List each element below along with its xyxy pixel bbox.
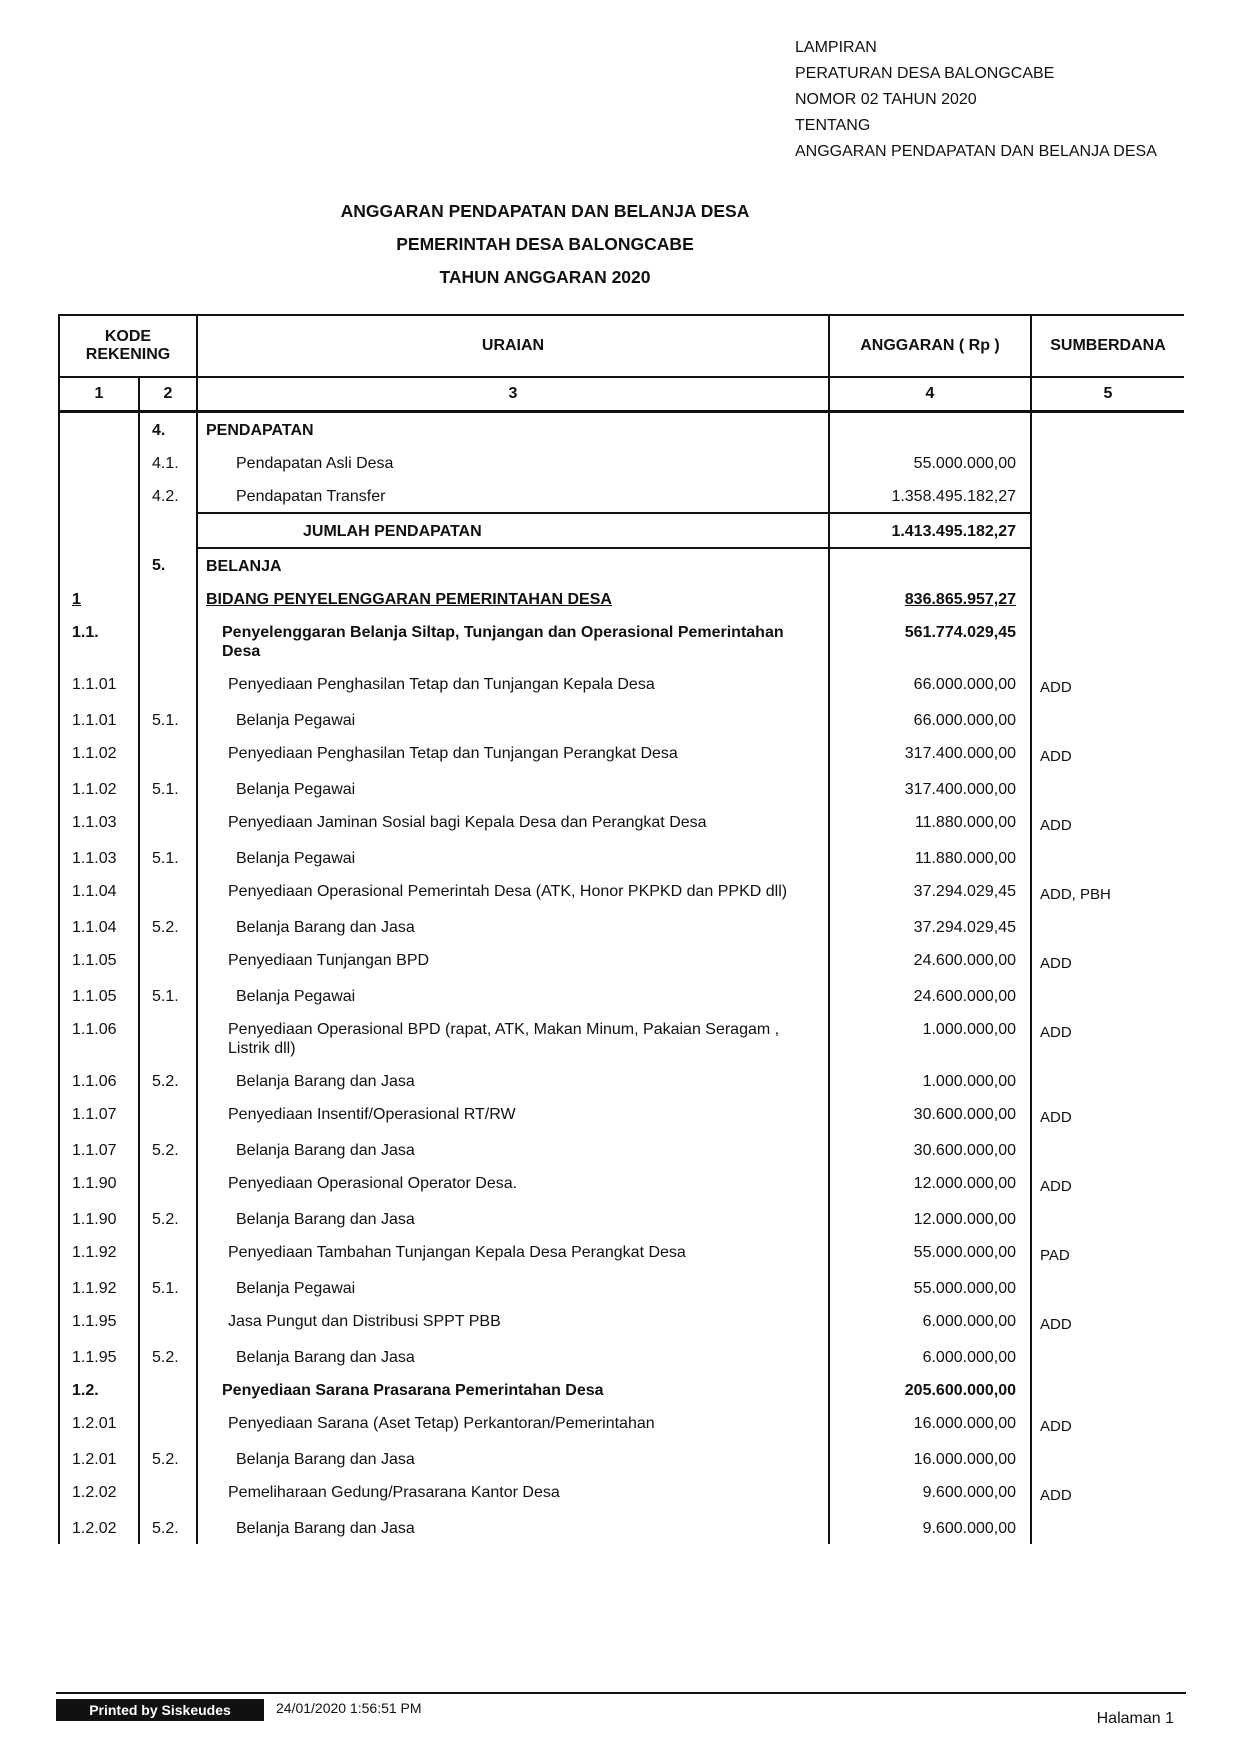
cell-c2: 5.	[139, 548, 197, 582]
table-row	[59, 1442, 1184, 1475]
cell-c5: ADD	[1031, 1097, 1184, 1133]
cell-c4: 205.600.000,00	[829, 1373, 1031, 1406]
colnum-2: 2	[139, 377, 197, 412]
cell-c5: PAD	[1031, 1235, 1184, 1271]
cell-c4: 836.865.957,27	[829, 582, 1031, 615]
cell-c3: Belanja Barang dan Jasa	[197, 1133, 829, 1166]
header-line: NOMOR 02 TAHUN 2020	[795, 91, 977, 108]
cell-c5: ADD	[1031, 736, 1184, 772]
cell-c1: 1.1.95	[59, 1304, 139, 1340]
cell-c5: ADD	[1031, 805, 1184, 841]
cell-c2: 5.2.	[139, 1202, 197, 1235]
table-row	[59, 874, 1184, 910]
table-row	[59, 1340, 1184, 1373]
colnum-4: 4	[829, 377, 1031, 412]
cell-c3: Pendapatan Transfer	[197, 479, 829, 513]
cell-c3: Belanja Barang dan Jasa	[197, 1442, 829, 1475]
cell-c2: 4.1.	[139, 446, 197, 479]
header-line: TENTANG	[795, 117, 871, 134]
cell-c1: 1.1.04	[59, 910, 139, 943]
cell-c5	[1031, 513, 1184, 548]
cell-c1: 1.1.01	[59, 703, 139, 736]
cell-c3: Belanja Barang dan Jasa	[197, 1511, 829, 1544]
header-kode-rekening: KODE REKENING	[59, 315, 197, 377]
cell-c2	[139, 1012, 197, 1064]
table-row	[59, 1012, 1184, 1064]
cell-c4: 1.413.495.182,27	[829, 513, 1031, 548]
cell-c1: 1.1.03	[59, 805, 139, 841]
cell-c4: 24.600.000,00	[829, 943, 1031, 979]
cell-c2: 5.1.	[139, 703, 197, 736]
table-row	[59, 412, 1184, 447]
colnum-1: 1	[59, 377, 139, 412]
cell-c1: 1.1.90	[59, 1166, 139, 1202]
cell-c5	[1031, 479, 1184, 513]
cell-c4: 30.600.000,00	[829, 1097, 1031, 1133]
cell-c5: ADD	[1031, 943, 1184, 979]
cell-c2: 5.1.	[139, 841, 197, 874]
cell-c2	[139, 874, 197, 910]
header-uraian: URAIAN	[197, 315, 829, 377]
printed-by-badge: Printed by Siskeudes	[56, 1699, 264, 1721]
table-row	[59, 582, 1184, 615]
cell-c3: Jasa Pungut dan Distribusi SPPT PBB	[197, 1304, 829, 1340]
cell-c1: 1.1.01	[59, 667, 139, 703]
page-number: Halaman 1	[1096, 1710, 1174, 1727]
cell-c3: Penyediaan Penghasilan Tetap dan Tunjangan Perangkat Desa	[197, 736, 829, 772]
cell-c1	[59, 479, 139, 513]
cell-c4: 11.880.000,00	[829, 805, 1031, 841]
cell-c3: Penyediaan Tunjangan BPD	[197, 943, 829, 979]
cell-c2: 5.1.	[139, 772, 197, 805]
table-row	[59, 1304, 1184, 1340]
header-line: ANGGARAN PENDAPATAN DAN BELANJA DESA	[795, 143, 1157, 160]
cell-c5: ADD	[1031, 1166, 1184, 1202]
cell-c5	[1031, 1271, 1184, 1304]
cell-c3: Belanja Barang dan Jasa	[197, 1202, 829, 1235]
cell-c4: 1.000.000,00	[829, 1064, 1031, 1097]
cell-c3: Belanja Pegawai	[197, 979, 829, 1012]
cell-c1: 1.1.90	[59, 1202, 139, 1235]
cell-c5	[1031, 1373, 1184, 1406]
cell-c1: 1.1.92	[59, 1271, 139, 1304]
cell-c4: 12.000.000,00	[829, 1166, 1031, 1202]
cell-c1: 1.1.06	[59, 1064, 139, 1097]
table-row	[59, 1097, 1184, 1133]
cell-c4: 30.600.000,00	[829, 1133, 1031, 1166]
cell-c4: 16.000.000,00	[829, 1406, 1031, 1442]
cell-c3: Belanja Barang dan Jasa	[197, 1064, 829, 1097]
cell-c3: PENDAPATAN	[197, 412, 829, 447]
cell-c4: 9.600.000,00	[829, 1475, 1031, 1511]
table-row	[59, 1406, 1184, 1442]
cell-c2: 5.2.	[139, 1442, 197, 1475]
cell-c1: 1.2.01	[59, 1442, 139, 1475]
table-row	[59, 703, 1184, 736]
table-row	[59, 805, 1184, 841]
cell-c4	[829, 548, 1031, 582]
table-row	[59, 1373, 1184, 1406]
cell-c5	[1031, 1064, 1184, 1097]
header-anggaran: ANGGARAN ( Rp )	[829, 315, 1031, 377]
cell-c5	[1031, 412, 1184, 447]
cell-c5	[1031, 1511, 1184, 1544]
cell-c5	[1031, 548, 1184, 582]
cell-c4: 24.600.000,00	[829, 979, 1031, 1012]
cell-c4: 55.000.000,00	[829, 446, 1031, 479]
lampiran-header	[795, 35, 1215, 165]
colnum-5: 5	[1031, 377, 1184, 412]
table-row	[59, 1235, 1184, 1271]
cell-c3: BIDANG PENYELENGGARAN PEMERINTAHAN DESA	[197, 582, 829, 615]
cell-c5	[1031, 1133, 1184, 1166]
cell-c1: 1.1.03	[59, 841, 139, 874]
colnum-3: 3	[197, 377, 829, 412]
cell-c4: 16.000.000,00	[829, 1442, 1031, 1475]
table-row	[59, 772, 1184, 805]
cell-c3: JUMLAH PENDAPATAN	[197, 513, 829, 548]
table-row	[59, 1064, 1184, 1097]
title-line-3: TAHUN ANGGARAN 2020	[439, 267, 651, 287]
table-row	[59, 943, 1184, 979]
cell-c3: Penyediaan Penghasilan Tetap dan Tunjangan Kepala Desa	[197, 667, 829, 703]
cell-c5	[1031, 772, 1184, 805]
cell-c1	[59, 412, 139, 447]
document-title	[0, 195, 1240, 294]
table-row	[59, 841, 1184, 874]
printed-date: 24/01/2020 1:56:51 PM	[276, 1700, 422, 1716]
cell-c3: Penyediaan Sarana Prasarana Pemerintahan Desa	[197, 1373, 829, 1406]
cell-c5	[1031, 910, 1184, 943]
table-row	[59, 1271, 1184, 1304]
cell-c4: 37.294.029,45	[829, 874, 1031, 910]
cell-c2	[139, 1406, 197, 1442]
cell-c5	[1031, 615, 1184, 667]
table-row	[59, 1133, 1184, 1166]
cell-c1	[59, 548, 139, 582]
cell-c1	[59, 446, 139, 479]
cell-c1: 1.1.07	[59, 1133, 139, 1166]
cell-c2: 5.1.	[139, 979, 197, 1012]
cell-c4: 55.000.000,00	[829, 1271, 1031, 1304]
cell-c1: 1.2.	[59, 1373, 139, 1406]
cell-c5	[1031, 1202, 1184, 1235]
cell-c5: ADD	[1031, 1406, 1184, 1442]
table-row	[59, 513, 1184, 548]
cell-c3: Penyediaan Operasional Pemerintah Desa (ATK, Honor PKPKD dan PPKD dll)	[197, 874, 829, 910]
cell-c2	[139, 1166, 197, 1202]
footer-divider	[56, 1692, 1186, 1694]
header-line: PERATURAN DESA BALONGCABE	[795, 65, 1055, 82]
cell-c3: Penyediaan Tambahan Tunjangan Kepala Desa Perangkat Desa	[197, 1235, 829, 1271]
cell-c2	[139, 1097, 197, 1133]
cell-c1: 1.1.02	[59, 736, 139, 772]
cell-c5: ADD	[1031, 1012, 1184, 1064]
cell-c5: ADD	[1031, 1475, 1184, 1511]
table-row	[59, 1511, 1184, 1544]
cell-c4: 55.000.000,00	[829, 1235, 1031, 1271]
cell-c4	[829, 412, 1031, 447]
table-row	[59, 479, 1184, 513]
cell-c5	[1031, 446, 1184, 479]
header-sumberdana: SUMBERDANA	[1031, 315, 1184, 377]
cell-c5: ADD, PBH	[1031, 874, 1184, 910]
cell-c4: 11.880.000,00	[829, 841, 1031, 874]
cell-c1: 1.1.92	[59, 1235, 139, 1271]
cell-c3: Penyediaan Operasional Operator Desa.	[197, 1166, 829, 1202]
cell-c1: 1.2.02	[59, 1511, 139, 1544]
cell-c5	[1031, 1442, 1184, 1475]
cell-c4: 66.000.000,00	[829, 667, 1031, 703]
cell-c4: 317.400.000,00	[829, 736, 1031, 772]
cell-c2: 5.1.	[139, 1271, 197, 1304]
cell-c3: Penyediaan Sarana (Aset Tetap) Perkantoran/Pemerintahan	[197, 1406, 829, 1442]
cell-c3: Penyelenggaran Belanja Siltap, Tunjangan dan Operasional Pemerintahan Desa	[197, 615, 829, 667]
cell-c4: 66.000.000,00	[829, 703, 1031, 736]
cell-c5	[1031, 979, 1184, 1012]
cell-c2: 5.2.	[139, 910, 197, 943]
cell-c5	[1031, 1340, 1184, 1373]
table-row	[59, 615, 1184, 667]
cell-c1: 1.2.02	[59, 1475, 139, 1511]
cell-c2: 5.2.	[139, 1511, 197, 1544]
table-row	[59, 667, 1184, 703]
budget-table-wrap	[58, 314, 1184, 1676]
cell-c2	[139, 615, 197, 667]
cell-c3: Belanja Barang dan Jasa	[197, 1340, 829, 1373]
cell-c4: 9.600.000,00	[829, 1511, 1031, 1544]
cell-c4: 317.400.000,00	[829, 772, 1031, 805]
table-body	[59, 412, 1184, 1545]
header-line: LAMPIRAN	[795, 39, 877, 56]
cell-c4: 37.294.029,45	[829, 910, 1031, 943]
title-line-2: PEMERINTAH DESA BALONGCABE	[396, 234, 694, 254]
cell-c4: 561.774.029,45	[829, 615, 1031, 667]
cell-c1: 1.1.04	[59, 874, 139, 910]
cell-c3: Belanja Pegawai	[197, 703, 829, 736]
table-row	[59, 446, 1184, 479]
cell-c1: 1.1.95	[59, 1340, 139, 1373]
cell-c1: 1.1.	[59, 615, 139, 667]
cell-c3: BELANJA	[197, 548, 829, 582]
cell-c1: 1.1.02	[59, 772, 139, 805]
table-row	[59, 548, 1184, 582]
cell-c3: Belanja Barang dan Jasa	[197, 910, 829, 943]
table-row	[59, 1202, 1184, 1235]
cell-c2	[139, 1304, 197, 1340]
cell-c5: ADD	[1031, 1304, 1184, 1340]
cell-c4: 12.000.000,00	[829, 1202, 1031, 1235]
cell-c1: 1.2.01	[59, 1406, 139, 1442]
cell-c2: 4.	[139, 412, 197, 447]
cell-c2	[139, 582, 197, 615]
cell-c1: 1.1.07	[59, 1097, 139, 1133]
cell-c4: 1.358.495.182,27	[829, 479, 1031, 513]
cell-c2	[139, 736, 197, 772]
cell-c3: Penyediaan Insentif/Operasional RT/RW	[197, 1097, 829, 1133]
cell-c4: 6.000.000,00	[829, 1304, 1031, 1340]
table-row	[59, 736, 1184, 772]
cell-c2	[139, 805, 197, 841]
cell-c1: 1	[59, 582, 139, 615]
cell-c5	[1031, 703, 1184, 736]
cell-c2: 5.2.	[139, 1340, 197, 1373]
cell-c1: 1.1.05	[59, 943, 139, 979]
title-line-1: ANGGARAN PENDAPATAN DAN BELANJA DESA	[340, 201, 750, 221]
cell-c3: Belanja Pegawai	[197, 772, 829, 805]
cell-c5: ADD	[1031, 667, 1184, 703]
cell-c3: Belanja Pegawai	[197, 1271, 829, 1304]
cell-c2: 5.2.	[139, 1064, 197, 1097]
table-row	[59, 1475, 1184, 1511]
budget-table	[58, 314, 1184, 1544]
cell-c1: 1.1.06	[59, 1012, 139, 1064]
table-row	[59, 910, 1184, 943]
cell-c3: Penyediaan Operasional BPD (rapat, ATK, Makan Minum, Pakaian Seragam , Listrik dll)	[197, 1012, 829, 1064]
cell-c4: 1.000.000,00	[829, 1012, 1031, 1064]
cell-c3: Pendapatan Asli Desa	[197, 446, 829, 479]
cell-c2	[139, 1373, 197, 1406]
cell-c3: Belanja Pegawai	[197, 841, 829, 874]
cell-c5	[1031, 582, 1184, 615]
cell-c1: 1.1.05	[59, 979, 139, 1012]
cell-c3: Penyediaan Jaminan Sosial bagi Kepala Desa dan Perangkat Desa	[197, 805, 829, 841]
cell-c3: Pemeliharaan Gedung/Prasarana Kantor Desa	[197, 1475, 829, 1511]
cell-c2: 5.2.	[139, 1133, 197, 1166]
cell-c5	[1031, 841, 1184, 874]
cell-c2	[139, 1235, 197, 1271]
cell-c4: 6.000.000,00	[829, 1340, 1031, 1373]
table-row	[59, 979, 1184, 1012]
cell-c2: 4.2.	[139, 479, 197, 513]
cell-c2	[139, 943, 197, 979]
cell-c2	[139, 513, 197, 548]
cell-c1	[59, 513, 139, 548]
table-row	[59, 1166, 1184, 1202]
cell-c2	[139, 1475, 197, 1511]
cell-c2	[139, 667, 197, 703]
